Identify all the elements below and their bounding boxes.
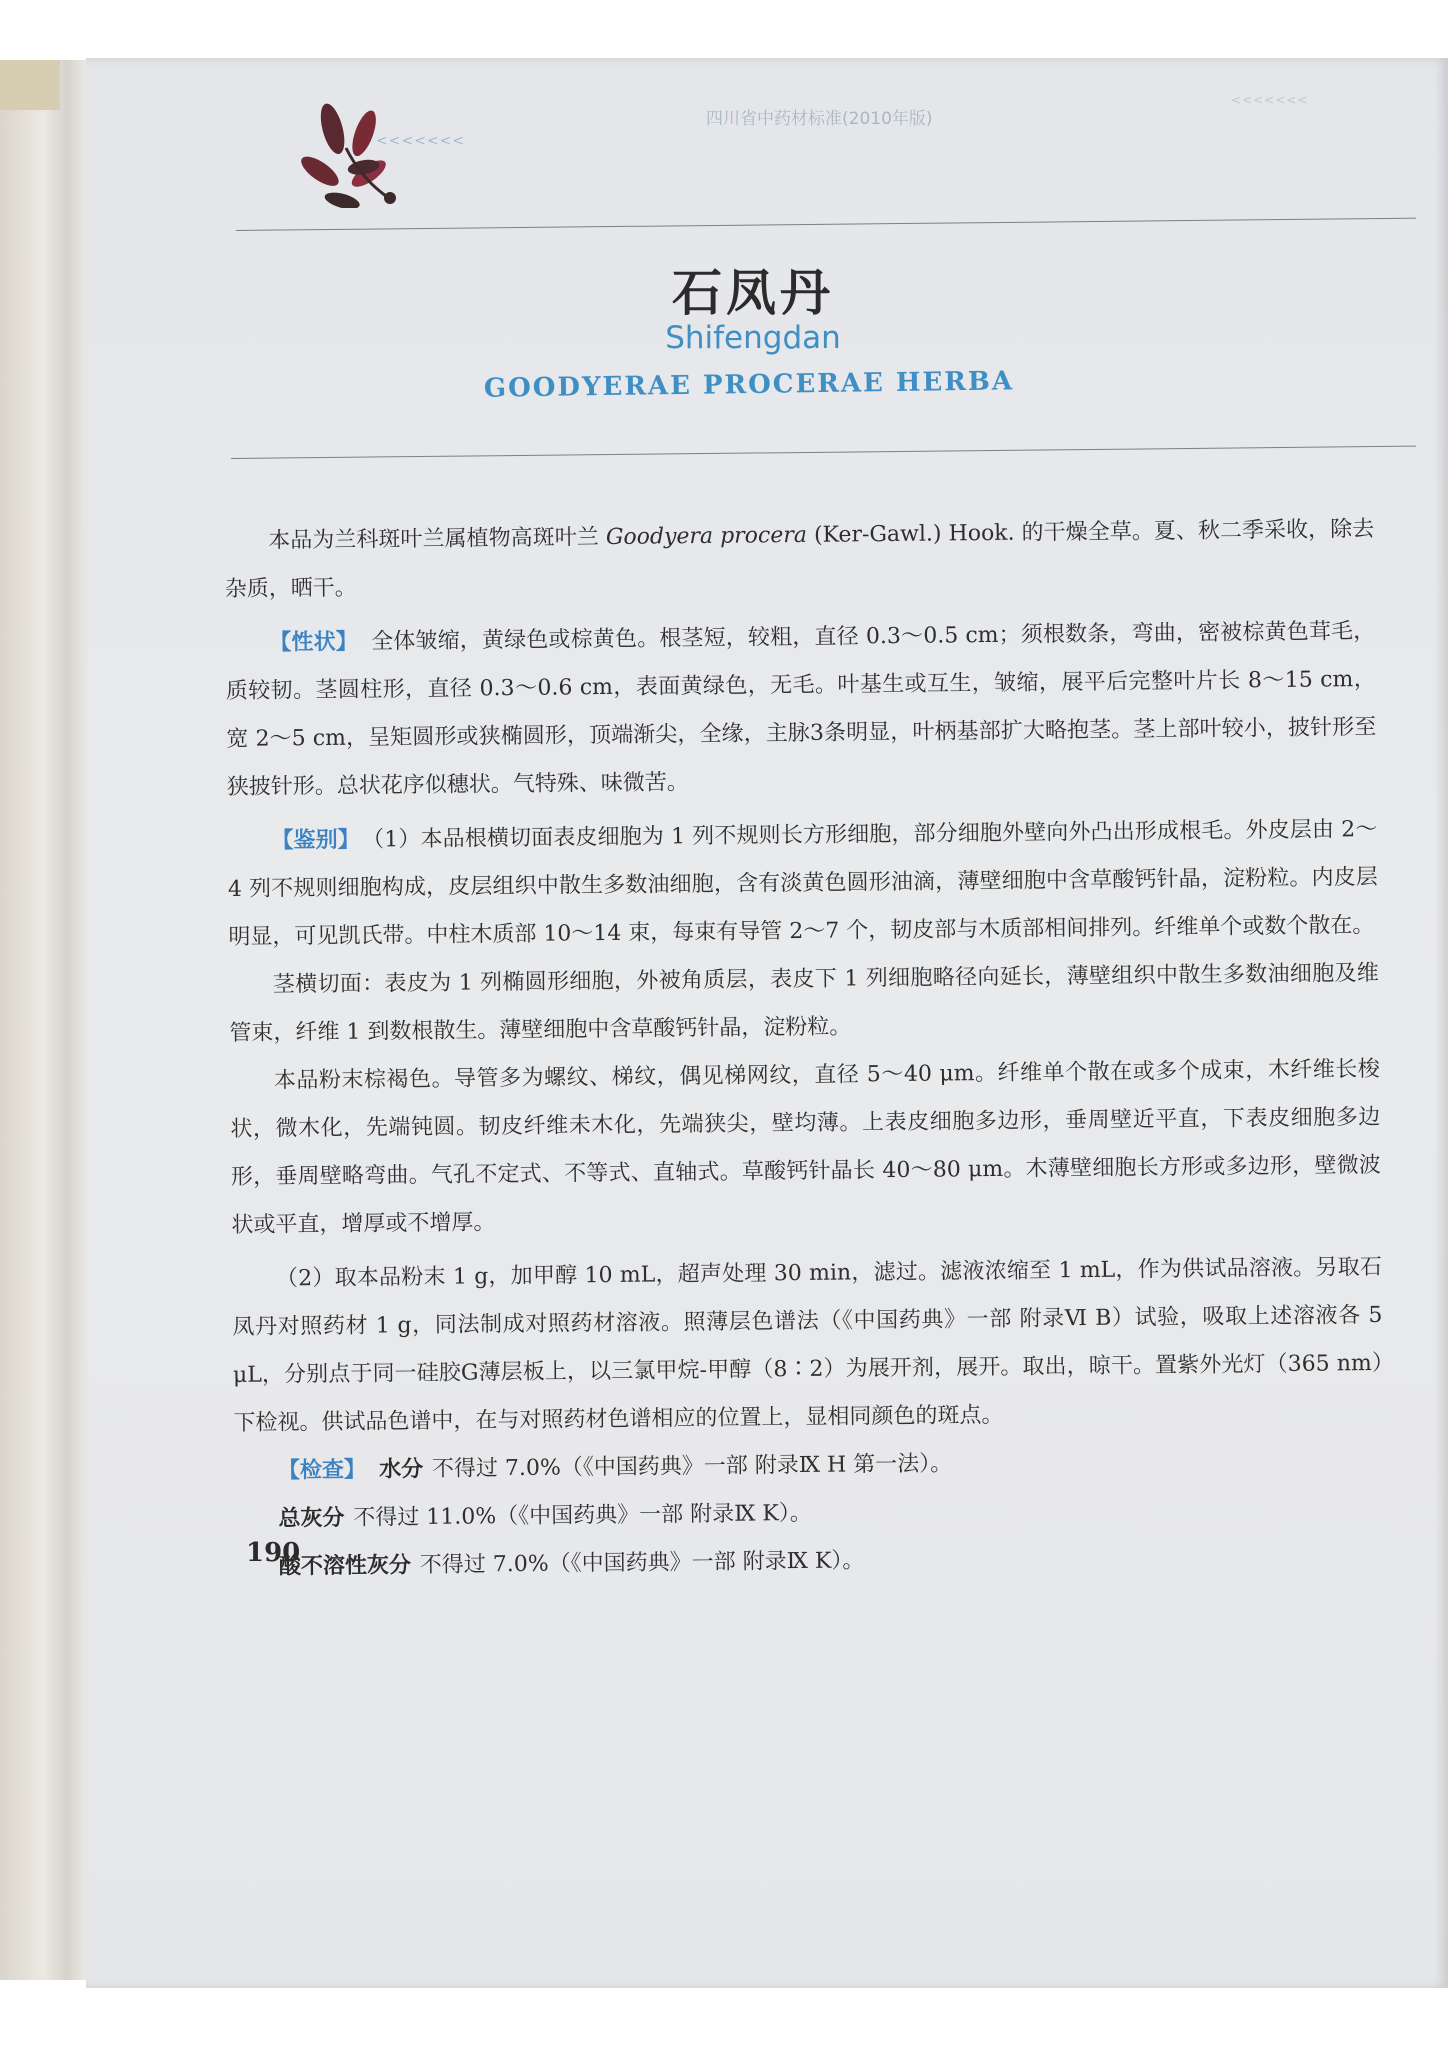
- monograph-latin-name: GOODYERAE PROCERAE HERBA: [483, 366, 1015, 404]
- inspection-label: 【检查】: [277, 1457, 367, 1484]
- acid-ash-label: 酸不溶性灰分: [278, 1553, 412, 1580]
- header-dots-right: <<<<<<<: [1231, 93, 1309, 107]
- identification-label: 【鉴别】: [271, 827, 361, 854]
- identification-paragraph-2: [229, 950, 1380, 1058]
- header-rule-top: [236, 218, 1416, 231]
- acid-ash-text: 不得过 7.0%（《中国药典》一部 附录Ⅸ K）。: [419, 1548, 865, 1579]
- book-page: [86, 58, 1448, 1988]
- identification-paragraph-4: [232, 1244, 1384, 1448]
- total-ash-label: 总灰分: [278, 1505, 345, 1532]
- monograph-body: [224, 506, 1385, 1592]
- water-text: 不得过 7.0%（《中国药典》一部 附录Ⅸ H 第一法）。: [431, 1451, 953, 1482]
- identification-paragraph-1: [227, 806, 1378, 962]
- intro-paragraph: [224, 506, 1375, 614]
- header-dots-left: <<<<<<<: [376, 133, 466, 149]
- identification-paragraph-3: [230, 1046, 1382, 1250]
- book-tab: [0, 60, 60, 110]
- identification-text-2: 茎横切面：表皮为 1 列椭圆形细胞，外被角质层，表皮下 1 列细胞略径向延长，薄壁组织中散生多数油细胞及维管束，纤维 1 到数根散生。薄壁细胞中含草酸钙针晶，淀粉粒。: [229, 960, 1379, 1046]
- identification-text-1: （1）本品根横切面表皮细胞为 1 列不规则长方形细胞，部分细胞外壁向外凸出形成根毛。外皮层由 2～4 列不规则细胞构成，皮层组织中散生多数油细胞，含有淡黄色圆形油滴，薄壁细胞中含草酸钙针晶，淀粉粒。内皮层明显，可见凯氏带。中柱木质部 10～14 束，每束有导管 2～7 个，韧皮部与木质部相间排列。纤维单个或数个散在。: [227, 816, 1378, 950]
- character-text: 全体皱缩，黄绿色或棕黄色。根茎短，较粗，直径 0.3～0.5 cm；须根数条，弯曲，密被棕黄色茸毛，质较韧。茎圆柱形，直径 0.3～0.6 cm，表面黄绿色，无毛。叶基生或互生，皱缩，展平后完整叶片长 8～15 cm，宽 2～5 cm，呈矩圆形或狭椭圆形，顶端渐尖，全缘，主脉3条明显，叶柄基部扩大略抱茎。茎上部叶较小，披针形至狭披针形。总状花序似穗状。气特殊、味微苦。: [225, 618, 1377, 800]
- monograph-pinyin: Shifengdan: [665, 320, 841, 356]
- intro-suffix: (Ker-Gawl.) Hook. 的干燥全草。夏、秋二季采收，除去杂质，晒干。: [224, 516, 1375, 602]
- total-ash-text: 不得过 11.0%（《中国药典》一部 附录Ⅸ K）。: [353, 1500, 812, 1531]
- species-name: Goodyera procera: [605, 522, 808, 551]
- intro-prefix: 本品为兰科斑叶兰属植物高斑叶兰: [268, 525, 599, 554]
- character-paragraph: [225, 608, 1377, 812]
- page-number: 190: [246, 1538, 301, 1568]
- header-rule-bottom: [231, 446, 1416, 459]
- running-title: 四川省中药材标准(2010年版): [706, 109, 933, 129]
- water-label: 水分: [379, 1456, 424, 1483]
- character-label: 【性状】: [269, 629, 359, 656]
- identification-text-4: （2）取本品粉末 1 g，加甲醇 10 mL，超声处理 30 min，滤过。滤液浓缩至 1 mL，作为供试品溶液。另取石凤丹对照药材 1 g，同法制成对照药材溶液。照薄层色谱法（《中国药典》一部 附录Ⅵ B）试验，吸取上述溶液各 5 μL，分别点于同一硅胶G薄层板上，以三氯甲烷-甲醇（8∶2）为展开剂，展开。取出，晾干。置紫外光灯（365 nm）下检视。供试品色谱中，在与对照药材色谱相应的位置上，显相同颜色的斑点。: [232, 1254, 1384, 1436]
- identification-text-3: 本品粉末棕褐色。导管多为螺纹、梯纹，偶见梯网纹，直径 5～40 μm。纤维单个散在或多个成束，木纤维长梭状，微木化，先端钝圆。韧皮纤维未木化，先端狭尖，壁均薄。上表皮细胞多边形，垂周壁近平直，下表皮细胞多边形，垂周壁略弯曲。气孔不定式、不等式、直轴式。草酸钙针晶长 40～80 μm。木薄壁细胞长方形或多边形，壁微波状或平直，增厚或不增厚。: [230, 1056, 1381, 1238]
- monograph-title: 石凤丹: [672, 263, 834, 322]
